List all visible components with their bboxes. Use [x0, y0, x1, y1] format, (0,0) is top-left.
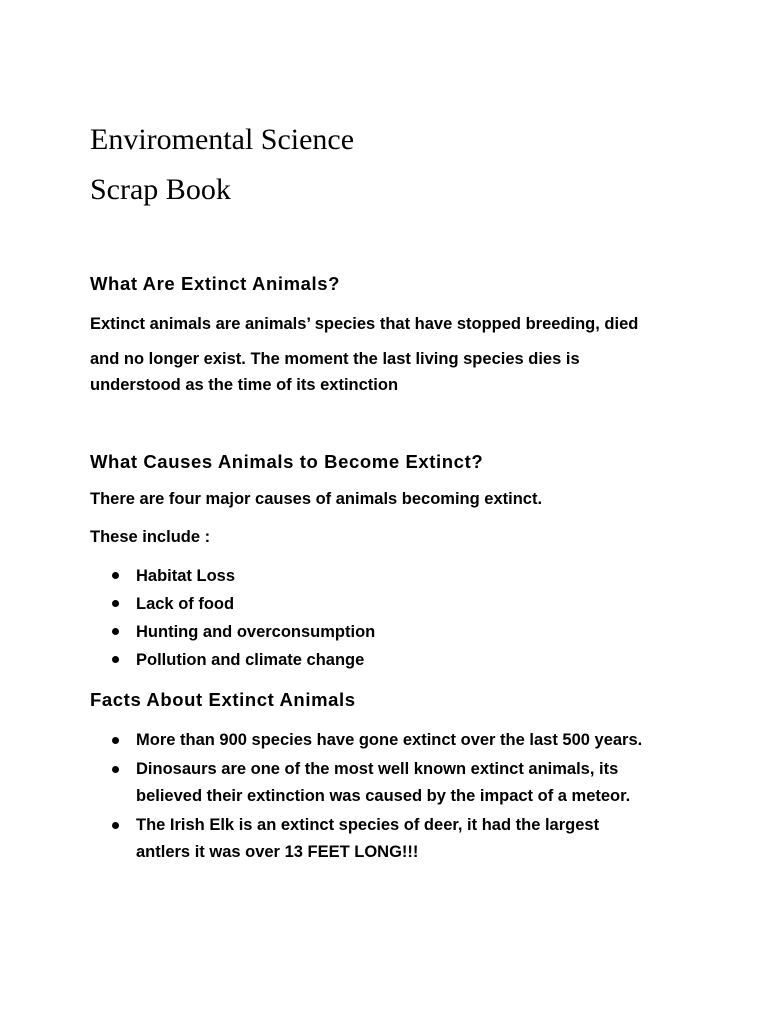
bullet-dot-icon: [112, 737, 119, 744]
paragraph-definition-line-1: Extinct animals are animals’ species that have stopped breeding, died: [90, 315, 639, 333]
bullet-dot-icon: [112, 766, 119, 773]
paragraph-causes-intro: There are four major causes of animals becoming extinct.: [90, 490, 543, 508]
list-item-text: Pollution and climate change: [136, 651, 365, 669]
list-item: [110, 646, 375, 674]
list-item: [110, 562, 375, 590]
list-item: [110, 756, 642, 812]
fact-line-1: The Irish Elk is an extinct species of deer, it had the largest: [136, 816, 600, 834]
bullet-dot-icon: [112, 600, 119, 607]
document-title-line-2: Scrap Book: [90, 173, 231, 206]
document-title-line-1: Enviromental Science: [90, 123, 355, 156]
causes-list: [110, 562, 375, 674]
paragraph-causes-lead: These include :: [90, 528, 211, 546]
paragraph-definition-line-2: and no longer exist. The moment the last living species dies is: [90, 350, 580, 368]
section-heading-facts: Facts About Extinct Animals: [90, 689, 356, 710]
fact-line-2: antlers it was over 13 FEET LONG!!!: [136, 843, 419, 861]
list-item: [110, 590, 375, 618]
bullet-dot-icon: [112, 656, 119, 663]
paragraph-definition-line-3: understood as the time of its extinction: [90, 376, 399, 394]
bullet-dot-icon: [112, 628, 119, 635]
facts-list: [110, 727, 642, 868]
bullet-dot-icon: [112, 572, 119, 579]
fact-line-1: More than 900 species have gone extinct over the last 500 years.: [136, 731, 643, 749]
list-item: [110, 812, 642, 868]
section-heading-causes: What Causes Animals to Become Extinct?: [90, 451, 484, 472]
list-item: [110, 618, 375, 646]
fact-line-1: Dinosaurs are one of the most well known extinct animals, its: [136, 760, 619, 778]
fact-line-2: believed their extinction was caused by the impact of a meteor.: [136, 787, 631, 805]
list-item-text: Habitat Loss: [136, 567, 236, 585]
list-item-text: Lack of food: [136, 595, 235, 613]
list-item-text: Hunting and overconsumption: [136, 623, 376, 641]
section-heading-extinct-animals: What Are Extinct Animals?: [90, 273, 341, 294]
bullet-dot-icon: [112, 822, 119, 829]
list-item: [110, 727, 642, 756]
